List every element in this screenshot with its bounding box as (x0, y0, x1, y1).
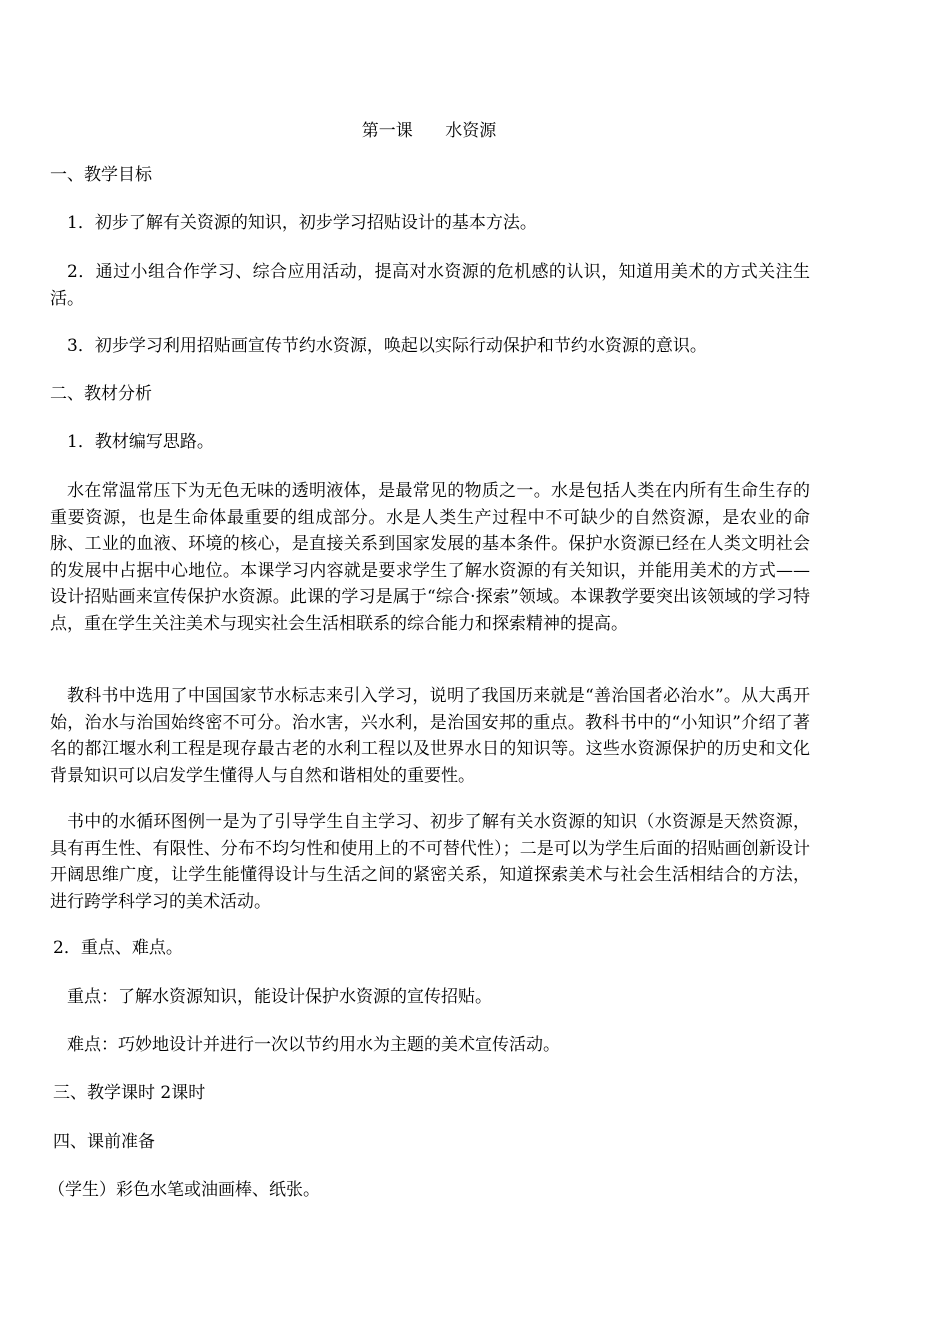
paragraph-water-cycle: 书中的水循环图例一是为了引导学生自主学习、初步了解有关水资源的知识（水资源是天然资源，具有再生性、有限性、分布不均匀性和使用上的不可替代性）；二是可以为学生后面的招贴画创新设计开阔思维广度，让学生能懂得设计与生活之间的紧密关系，知道探索美术与社会生活相结合的方法，进行跨学科学习的美术活动。 (50, 812, 810, 912)
key-point: 重点：了解水资源知识，能设计保护水资源的宣传招贴。 (67, 987, 492, 1007)
section-heading-hours: 三、教学课时 2课时 (53, 1083, 206, 1103)
goal-item-2: 2．通过小组合作学习、综合应用活动，提高对水资源的危机感的认识，知道用美术的方式关注生活。 (50, 262, 810, 309)
goal-item-3: 3．初步学习利用招贴画宣传节约水资源，唤起以实际行动保护和节约水资源的意识。 (67, 336, 707, 356)
section-heading-analysis: 二、教材分析 (50, 384, 152, 404)
section-heading-goals: 一、教学目标 (50, 165, 152, 185)
student-materials: （学生）彩色水笔或油画棒、纸张。 (48, 1180, 320, 1200)
subheading-writing-ideas: 1．教材编写思路。 (67, 432, 214, 452)
lesson-title: 第一课 水资源 (361, 121, 497, 141)
goal-item-1: 1．初步了解有关资源的知识，初步学习招贴设计的基本方法。 (67, 213, 537, 233)
paragraph-water-intro: 水在常温常压下为无色无味的透明液体，是最常见的物质之一。水是包括人类在内所有生命生存的重要资源，也是生命体最重要的组成部分。水是人类生产过程中不可缺少的自然资源，是农业的命脉、工业的血液、环境的核心，是直接关系到国家发展的基本条件。保护水资源已经在人类文明社会的发展中占据中心地位。本课学习内容就是要求学生了解水资源的有关知识，并能用美术的方式——设计招贴画来宣传保护水资源。此课的学习是属于“综合·探索”领域。本课教学要突出该领域的学习特点，重在学生关注美术与现实社会生活相联系的综合能力和探索精神的提高。 (50, 481, 810, 634)
subheading-key-points: 2．重点、难点。 (53, 938, 183, 958)
section-heading-preparation: 四、课前准备 (53, 1132, 155, 1152)
difficult-point: 难点：巧妙地设计并进行一次以节约用水为主题的美术宣传活动。 (67, 1035, 560, 1055)
paragraph-textbook-logo: 教科书中选用了中国国家节水标志来引入学习，说明了我国历来就是“善治国者必治水”。从大禹开始，治水与治国始终密不可分。治水害，兴水利，是治国安邦的重点。教科书中的“小知识”介绍了著名的都江堰水利工程是现存最古老的水利工程以及世界水日的知识等。这些水资源保护的历史和文化背景知识可以启发学生懂得人与自然和谐相处的重要性。 (50, 686, 810, 786)
